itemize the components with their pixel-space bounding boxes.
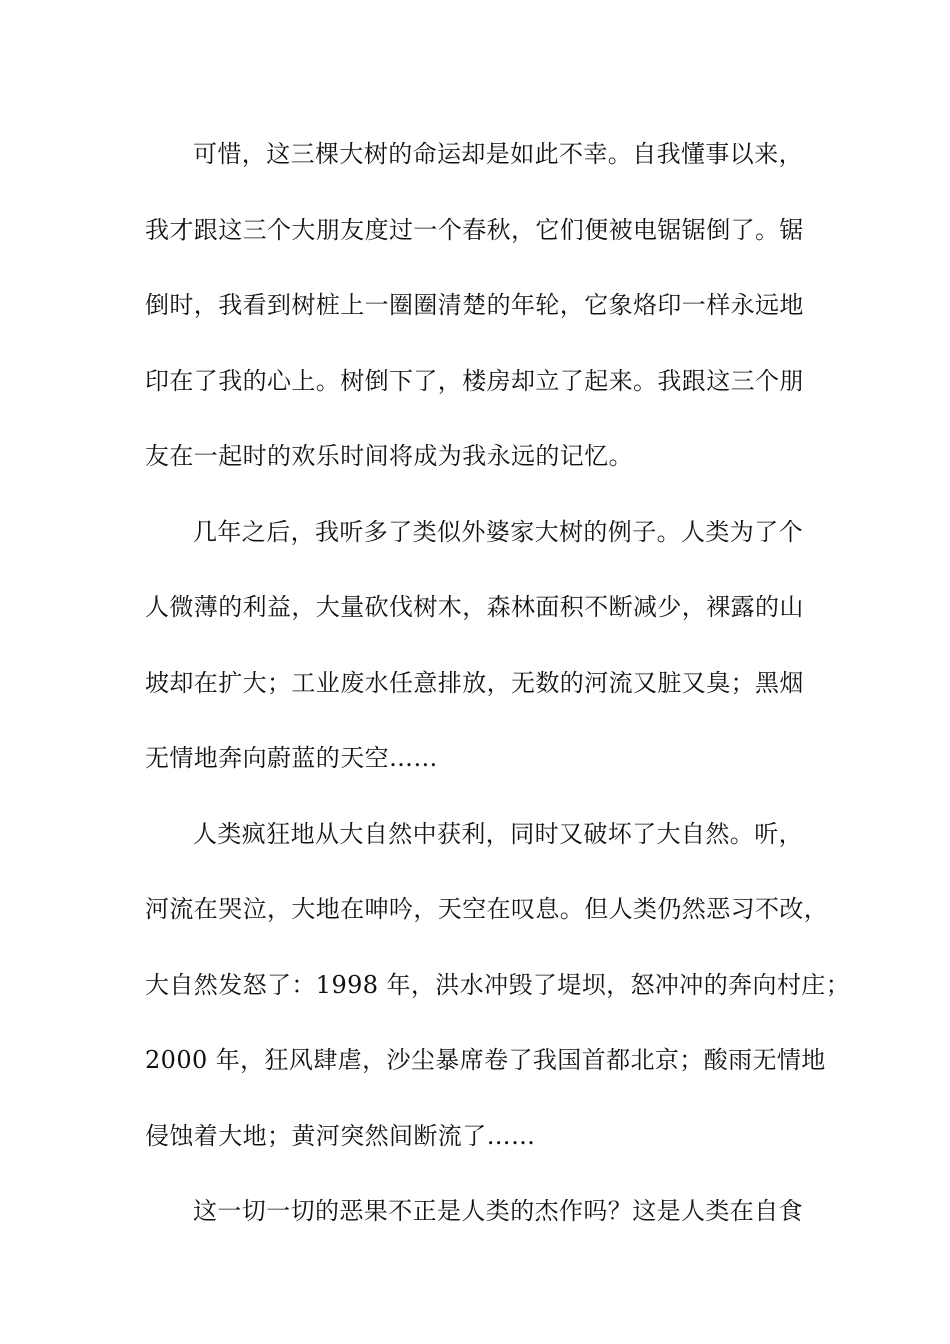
paragraph-4 [145,1189,825,1265]
text-line: 我才跟这三个大朋友度过一个春秋，它们便被电锯锯倒了。锯 [145,215,804,244]
paragraph-3 [145,812,851,1190]
paragraph-2 [145,510,825,812]
text-line: 几年之后，我听多了类似外婆家大树的例子。人类为了个 [193,517,803,546]
text-line: 2000 年，狂风肆虐，沙尘暴席卷了我国首都北京；酸雨无情地 [145,1046,826,1074]
text-line: 这一切一切的恶果不正是人类的杰作吗？这是人类在自食 [193,1197,803,1225]
text-line: 可惜，这三棵大树的命运却是如此不幸。自我懂事以来， [193,140,803,168]
text-line: 侵蚀着大地；黄河突然间断流了…… [145,1121,536,1150]
text-line: 友在一起时的欢乐时间将成为我永远的记忆。 [145,442,633,470]
text-line: 印在了我的心上。树倒下了，楼房却立了起来。我跟这三个朋 [145,366,804,395]
text-line: 河流在哭泣，大地在呻吟，天空在叹息。但人类仍然恶习不改， [145,895,829,923]
text-line: 人微薄的利益，大量砍伐树木，森林面积不断减少，裸露的山 [145,593,804,621]
paragraph-1 [145,132,825,510]
text-line: 大自然发怒了：1998 年，洪水冲毁了堤坝，怒冲冲的奔向村庄； [145,970,851,999]
text-line: 人类疯狂地从大自然中获利，同时又破坏了大自然。听， [193,819,803,848]
text-line: 无情地奔向蔚蓝的天空…… [145,744,438,772]
text-column [145,132,851,1265]
text-line: 坡却在扩大；工业废水任意排放，无数的河流又脏又臭；黑烟 [145,668,804,697]
text-line: 倒时，我看到树桩上一圈圈清楚的年轮，它象烙印一样永远地 [145,291,804,319]
